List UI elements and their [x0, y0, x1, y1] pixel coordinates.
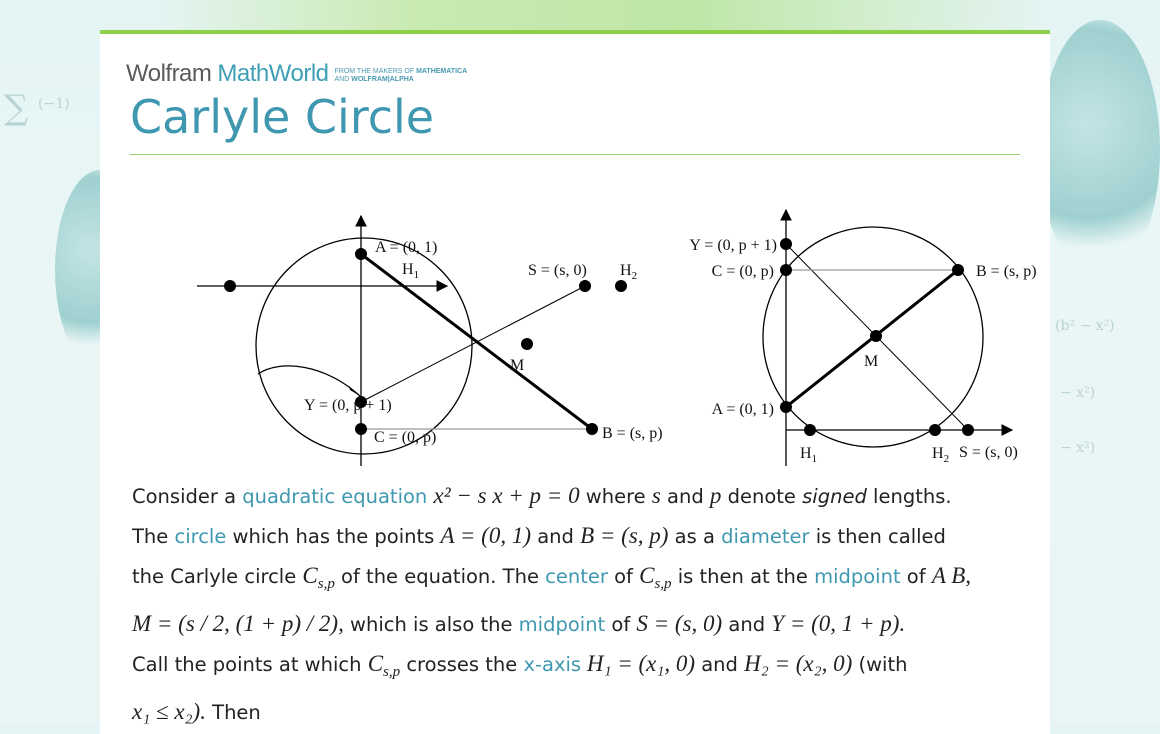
body-line-1: Consider a quadratic equation x² − s x + p = 0 where s and p denote signed lengths. — [132, 483, 952, 508]
left-point-c — [355, 423, 367, 435]
left-label-h2: $H_2$ — [620, 262, 638, 282]
body-line-4: M = (s / 2, (1 + p) / 2), which is also the midpoint of S = (s, 0) and Y = (0, 1 + p). — [132, 610, 906, 636]
body-line-5: Call the points at which $C_{s,p}$ crosses the x-axis H₁ = (x₁, 0) and H₂ = (x₂, 0) (with — [132, 650, 908, 680]
link-midpoint-2[interactable]: midpoint — [518, 612, 606, 636]
left-label-s: S = (s, 0) — [528, 262, 587, 279]
background-formula-right-3: − x²) — [1060, 440, 1096, 456]
right-point-b — [952, 264, 964, 276]
link-quadratic-equation[interactable]: quadratic equation — [242, 485, 428, 508]
body-line-6: x₁ ≤ x₂). Then — [132, 698, 261, 724]
right-point-y — [780, 238, 792, 250]
brand-logo[interactable] — [126, 60, 467, 88]
right-diagram — [689, 210, 1036, 466]
left-pointer-arrow — [258, 366, 360, 396]
right-label-s: S = (s, 0) — [959, 444, 1018, 461]
link-center[interactable]: center — [545, 565, 608, 588]
right-point-h1 — [804, 424, 816, 436]
article-body — [132, 476, 1032, 732]
brand-tagline: FROM THE MAKERS OF MATHEMATICA AND WOLFRAM|ALPHA — [334, 68, 468, 83]
right-point-s — [962, 424, 974, 436]
left-segment-sy — [361, 286, 585, 402]
right-label-b: B = (s, p) — [976, 263, 1037, 280]
brand-mathworld: MathWorld — [217, 60, 329, 87]
left-point-a — [355, 248, 367, 260]
left-point-h2 — [615, 280, 627, 292]
left-diameter-ab — [361, 254, 592, 429]
right-point-h2 — [929, 424, 941, 436]
left-label-c: C = (0, p) — [374, 429, 437, 446]
right-label-c: C = (0, p) — [711, 263, 774, 280]
left-point-b — [586, 423, 598, 435]
left-label-b: B = (s, p) — [602, 425, 663, 442]
right-point-c — [780, 264, 792, 276]
content-panel — [100, 30, 1050, 734]
body-line-2: The circle which has the points A = (0, 1) and B = (s, p) as a diameter is then called — [132, 523, 946, 548]
right-point-a — [780, 401, 792, 413]
background-formula-right-2: − x²) — [1060, 385, 1096, 401]
left-circle — [256, 238, 472, 454]
left-label-y: Y = (0, p + 1) — [304, 397, 392, 414]
page-title: Carlyle Circle — [130, 90, 435, 144]
background-formula-left-2: (−1) — [38, 96, 70, 112]
link-circle[interactable]: circle — [174, 525, 227, 548]
left-label-m: M — [510, 357, 525, 374]
left-diagram — [197, 216, 663, 466]
right-label-m: M — [864, 353, 879, 370]
link-x-axis[interactable]: x-axis — [523, 652, 582, 676]
right-label-a: A = (0, 1) — [711, 401, 774, 418]
right-label-y: Y = (0, p + 1) — [689, 237, 777, 254]
left-label-h1: $H_1$ — [402, 261, 420, 281]
background-formula-left: ∑ — [4, 88, 29, 128]
carlyle-circle-figure — [200, 174, 1037, 474]
link-midpoint[interactable]: midpoint — [814, 565, 901, 588]
title-divider — [130, 154, 1020, 155]
left-point-h1 — [224, 280, 236, 292]
background-swirl-right — [1040, 20, 1160, 280]
body-line-3: the Carlyle circle $C_{s,p}$ of the equation. The center of $C_{s,p}$ is then at the midpoint of A B, — [132, 563, 971, 592]
math-quadratic: x² − s x + p = 0 — [433, 483, 580, 508]
left-label-a: A = (0, 1) — [375, 239, 438, 256]
link-diameter[interactable]: diameter — [721, 525, 810, 548]
brand-wolfram: Wolfram — [126, 60, 212, 87]
right-label-h1: $H_1$ — [800, 445, 818, 465]
background-formula-right: (b² − x²) — [1055, 318, 1115, 334]
left-point-s — [579, 280, 591, 292]
right-label-h2: $H_2$ — [932, 445, 950, 465]
left-point-m — [521, 338, 533, 350]
right-point-m — [870, 330, 882, 342]
